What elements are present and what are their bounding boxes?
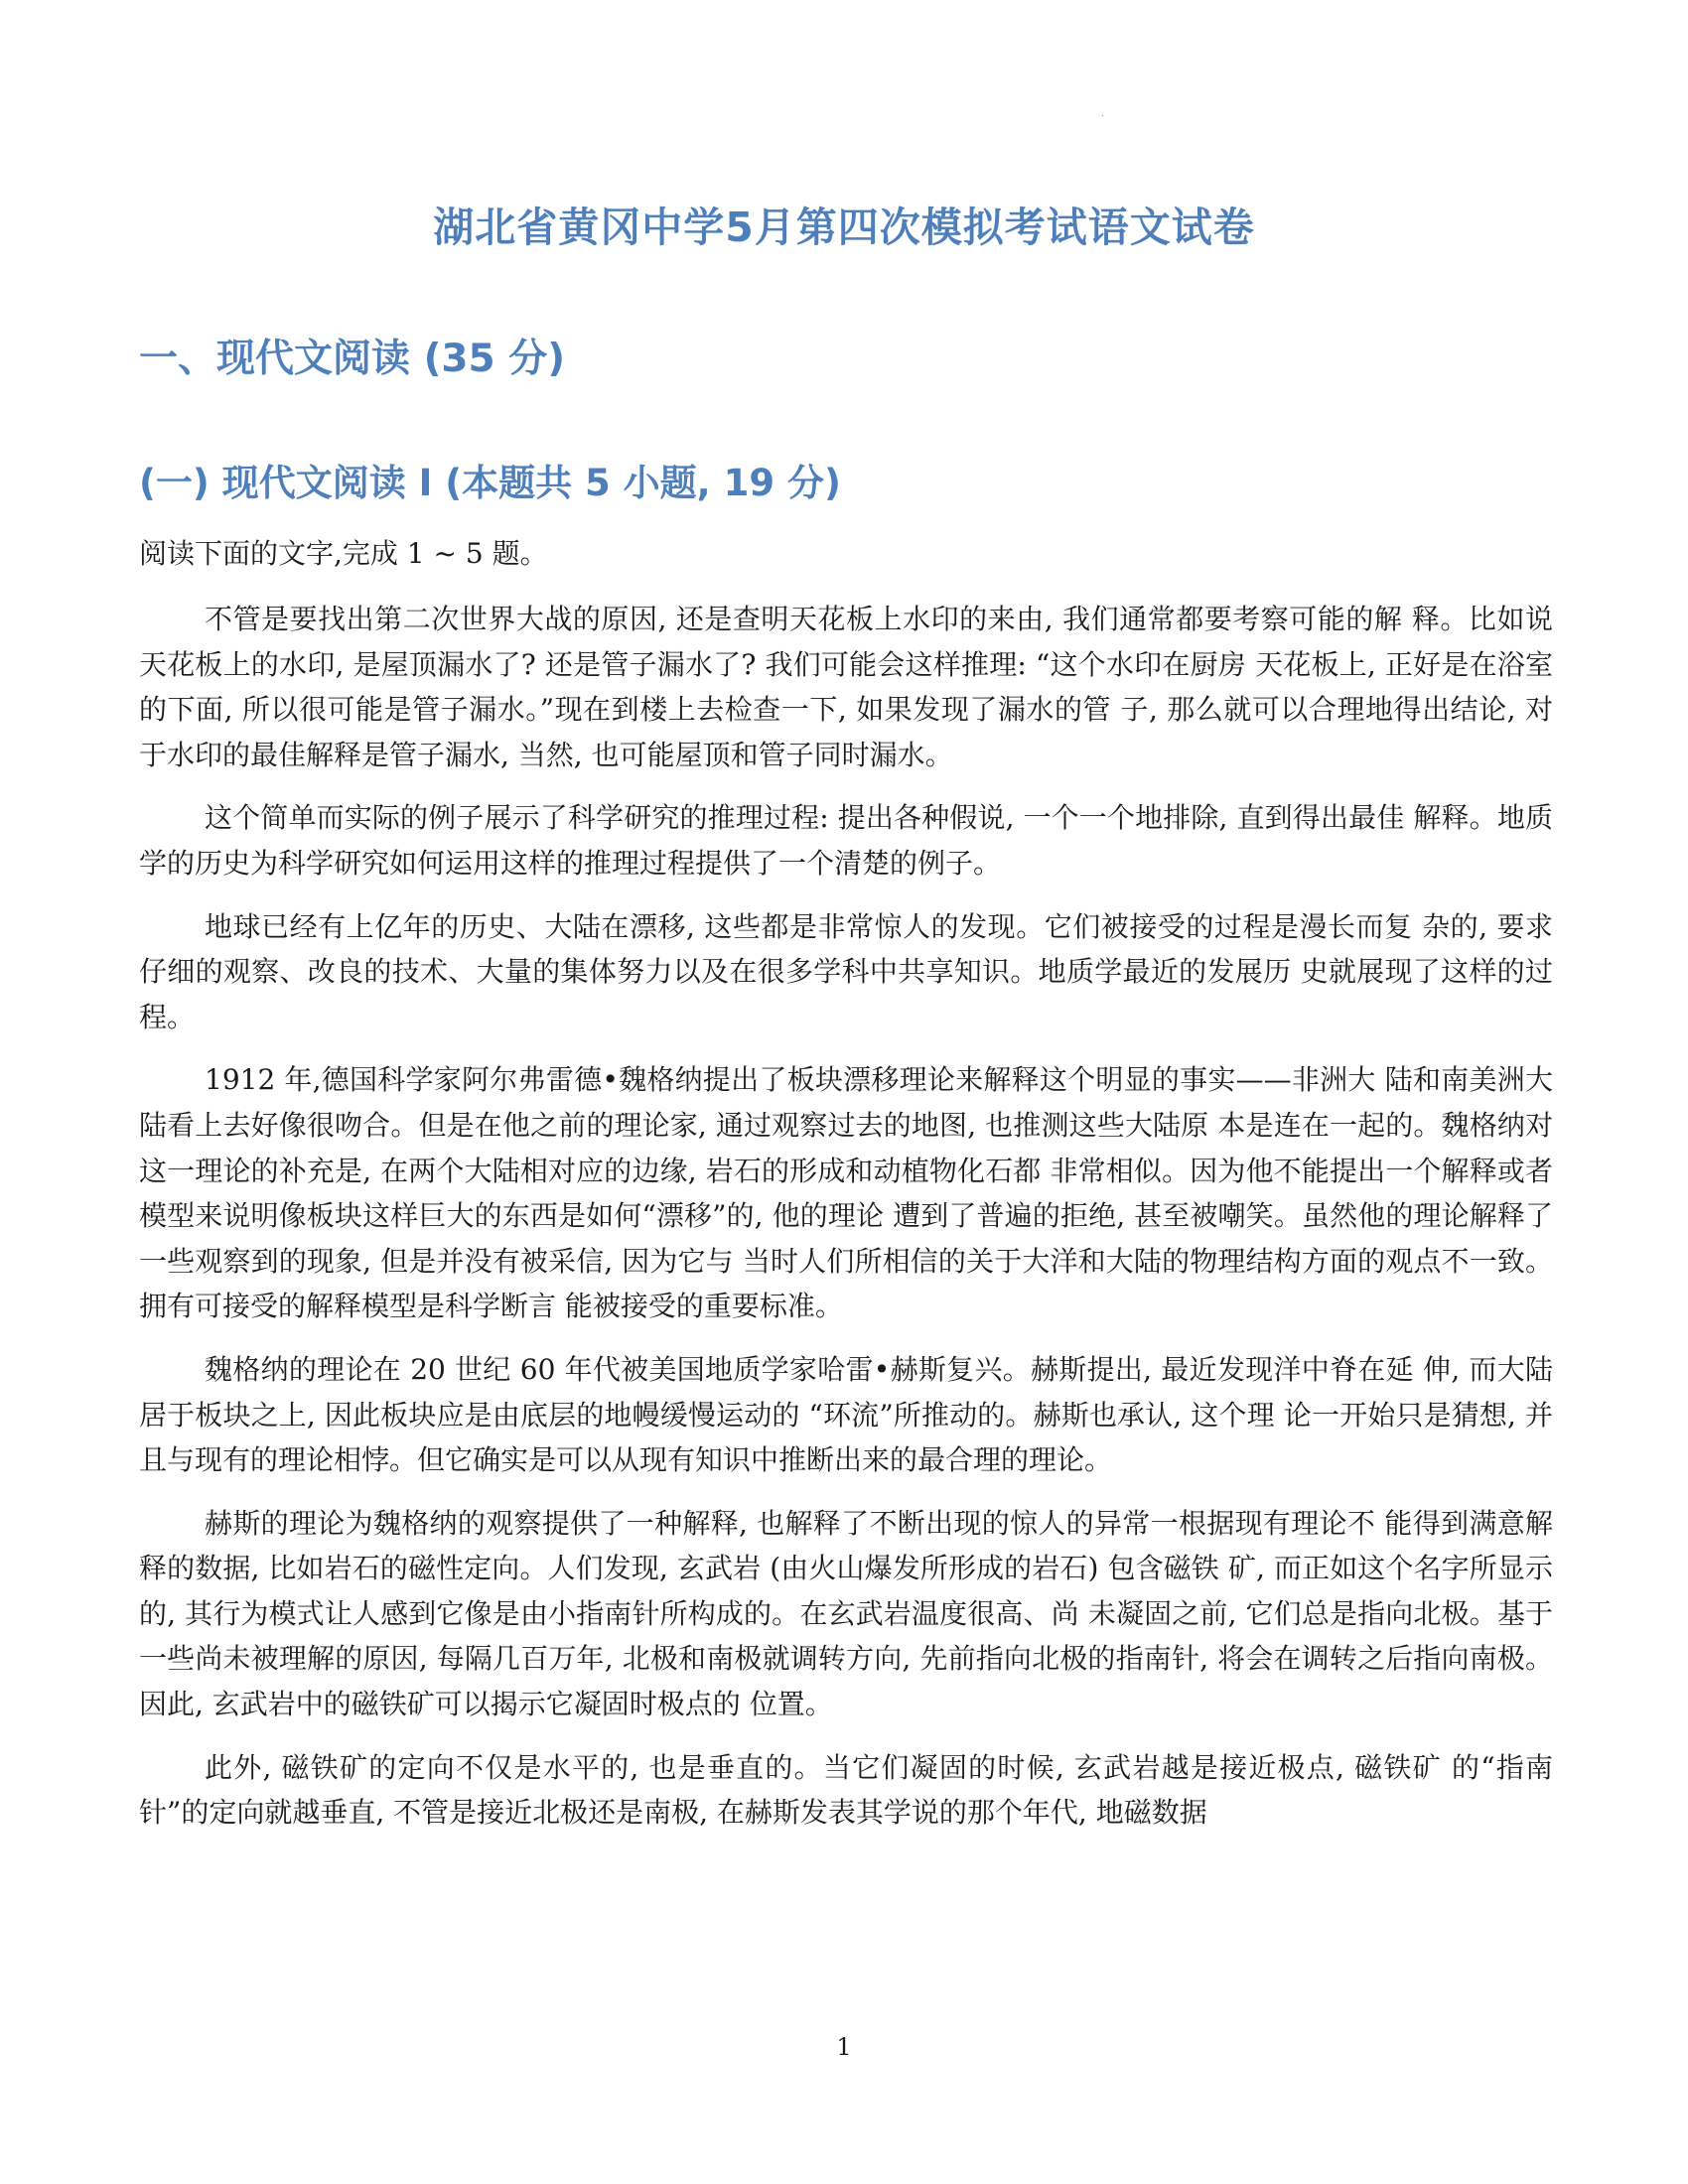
page-title: 湖北省黄冈中学5月第四次模拟考试语文试卷 [433,204,1255,251]
paragraph: 1912 年,德国科学家阿尔弗雷德•魏格纳提出了板块漂移理论来解释这个明显的事实——非洲大 陆和南美洲大陆看上去好像很吻合。但是在他之前的理论家, 通过观察过去的地图, 也推测这些大陆原 本是连在一起的。魏格纳对这一理论的补充是, 在两个大陆相对应的边缘, 岩石的形成和动植物化石都 非常相似。因为他不能提出一个解释或者模型来说明像板块这样巨大的东西是如何“漂移”的, 他的理论 遭到了普遍的拒绝, 甚至被嘲笑。虽然他的理论解释了一些观察到的现象, 但是并没有被采信, 因为它与 当时人们所相信的关于大洋和大陆的物理结构方面的观点不一致。拥有可接受的解释模型是科学断言 能被接受的重要标准。 [139,1063,1553,1323]
paragraph: 地球已经有上亿年的历史、大陆在漂移, 这些都是非常惊人的发现。它们被接受的过程是漫长而复 杂的, 要求仔细的观察、改良的技术、大量的集体努力以及在很多学科中共享知识。地质学最近的发展历 史就展现了这样的过程。 [139,909,1553,1033]
reading-instruction: 阅读下面的文字,完成 1 ~ 5 题。 [139,537,548,570]
page-mark: · [1101,111,1105,122]
paragraph: 赫斯的理论为魏格纳的观察提供了一种解释, 也解释了不断出现的惊人的异常一根据现有理论不 能得到满意解释的数据, 比如岩石的磁性定向。人们发现, 玄武岩 (由火山爆发所形成的岩石) 包含磁铁 矿, 而正如这个名字所显示的, 其行为模式让人感到它像是由小指南针所构成的。在玄武岩温度很高、尚 未凝固之前, 它们总是指向北极。基于一些尚未被理解的原因, 每隔几百万年, 北极和南极就调转方向, 先前指向北极的指南针, 将会在调转之后指向南极。因此, 玄武岩中的磁铁矿可以揭示它凝固时极点的 位置。 [139,1506,1553,1721]
paragraph: 这个简单而实际的例子展示了科学研究的推理过程: 提出各种假说, 一个一个地排除, 直到得出最佳 解释。地质学的历史为科学研究如何运用这样的推理过程提供了一个清楚的例子。 [139,801,1553,880]
subsection-heading: (一) 现代文阅读 I (本题共 5 小题, 19 分) [139,462,841,504]
paragraph: 不管是要找出第二次世界大战的原因, 还是查明天花板上水印的来由, 我们通常都要考察可能的解 释。比如说天花板上的水印, 是屋顶漏水了? 还是管子漏水了? 我们可能会这样推理: “这个水印在厨房 天花板上, 正好是在浴室的下面, 所以很可能是管子漏水。”现在到楼上去检查一下, 如果发现了漏水的管 子, 那么就可以合理地得出结论, 对于水印的最佳解释是管子漏水, 当然, 也可能屋顶和管子同时漏水。 [139,603,1553,771]
paragraph: 魏格纳的理论在 20 世纪 60 年代被美国地质学家哈雷•赫斯复兴。赫斯提出, 最近发现洋中脊在延 伸, 而大陆居于板块之上, 因此板块应是由底层的地幔缓慢运动的 “环流”所推动的。赫斯也承认, 这个理 论一开始只是猜想, 并且与现有的理论相悖。但它确实是可以从现有知识中推断出来的最合理的理论。 [139,1352,1553,1477]
page-number: 1 [836,2033,852,2061]
article-body [139,597,1553,1853]
paragraph: 此外, 磁铁矿的定向不仅是水平的, 也是垂直的。当它们凝固的时候, 玄武岩越是接近极点, 磁铁矿 的“指南针”的定向就越垂直, 不管是接近北极还是南极, 在赫斯发表其学说的那个年代, 地磁数据 [139,1750,1553,1830]
section-heading: 一、现代文阅读 (35 分) [139,337,566,381]
